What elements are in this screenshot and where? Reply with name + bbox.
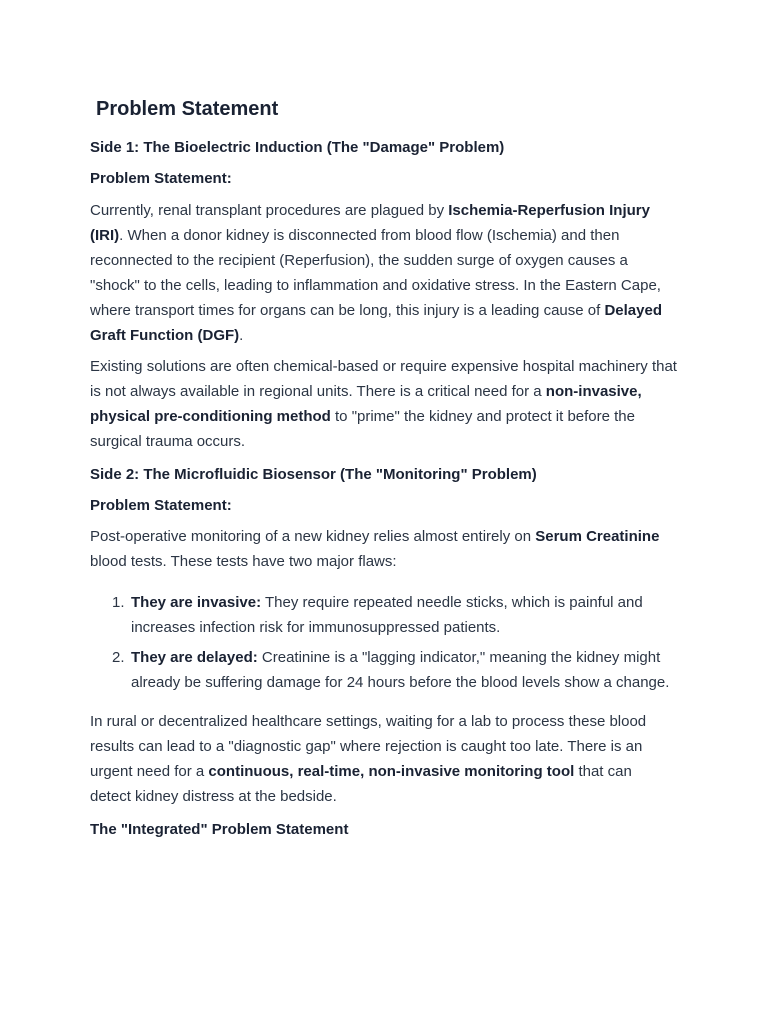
list-item-number: 1. xyxy=(112,594,125,611)
integrated-heading: The "Integrated" Problem Statement xyxy=(90,821,349,838)
side1-heading: Side 1: The Bioelectric Induction (The "Damage" Problem) xyxy=(90,139,505,156)
side1-paragraph-1: Currently, renal transplant procedures are plagued by Ischemia-Reperfusion Injury (IRI). When a donor kidney is disconnected from blood flow (Ischemia) and then reconnected to the recipient (Reperfusion), the sudden surge of oxygen causes a "shock" to the cells, leading to inflammation and oxidative stress. In the Eastern Cape, where transport times for organs can be long, this injury is a leading cause of Delayed Graft Function (DGF). xyxy=(90,202,662,344)
list-item: They are delayed: Creatinine is a "lagging indicator," meaning the kidney might already be suffering damage for 24 hours before the blood levels show a change. xyxy=(131,649,670,691)
side1-paragraph-2: Existing solutions are often chemical-based or require expensive hospital machinery that is not always available in regional units. There is a critical need for a non-invasive, physical pre-conditioning method to "prime" the kidney and protect it before the surgical trauma occurs. xyxy=(90,358,677,450)
list-item-number: 2. xyxy=(112,649,125,666)
side2-paragraph-2: In rural or decentralized healthcare settings, waiting for a lab to process these blood results can lead to a "diagnostic gap" where rejection is caught too late. There is an urgent need for a continuous, real-time, non-invasive monitoring tool that can detect kidney distress at the bedside. xyxy=(90,713,647,805)
side1-subheading: Problem Statement: xyxy=(90,170,232,187)
side2-heading: Side 2: The Microfluidic Biosensor (The "Monitoring" Problem) xyxy=(90,466,537,483)
side2-paragraph-1: Post-operative monitoring of a new kidney relies almost entirely on Serum Creatinine blood tests. These tests have two major flaws: xyxy=(90,528,660,570)
list-item: They are invasive: They require repeated needle sticks, which is painful and increases infection risk for immunosuppressed patients. xyxy=(131,594,643,636)
page-title: Problem Statement xyxy=(96,98,279,120)
side2-subheading: Problem Statement: xyxy=(90,497,232,514)
